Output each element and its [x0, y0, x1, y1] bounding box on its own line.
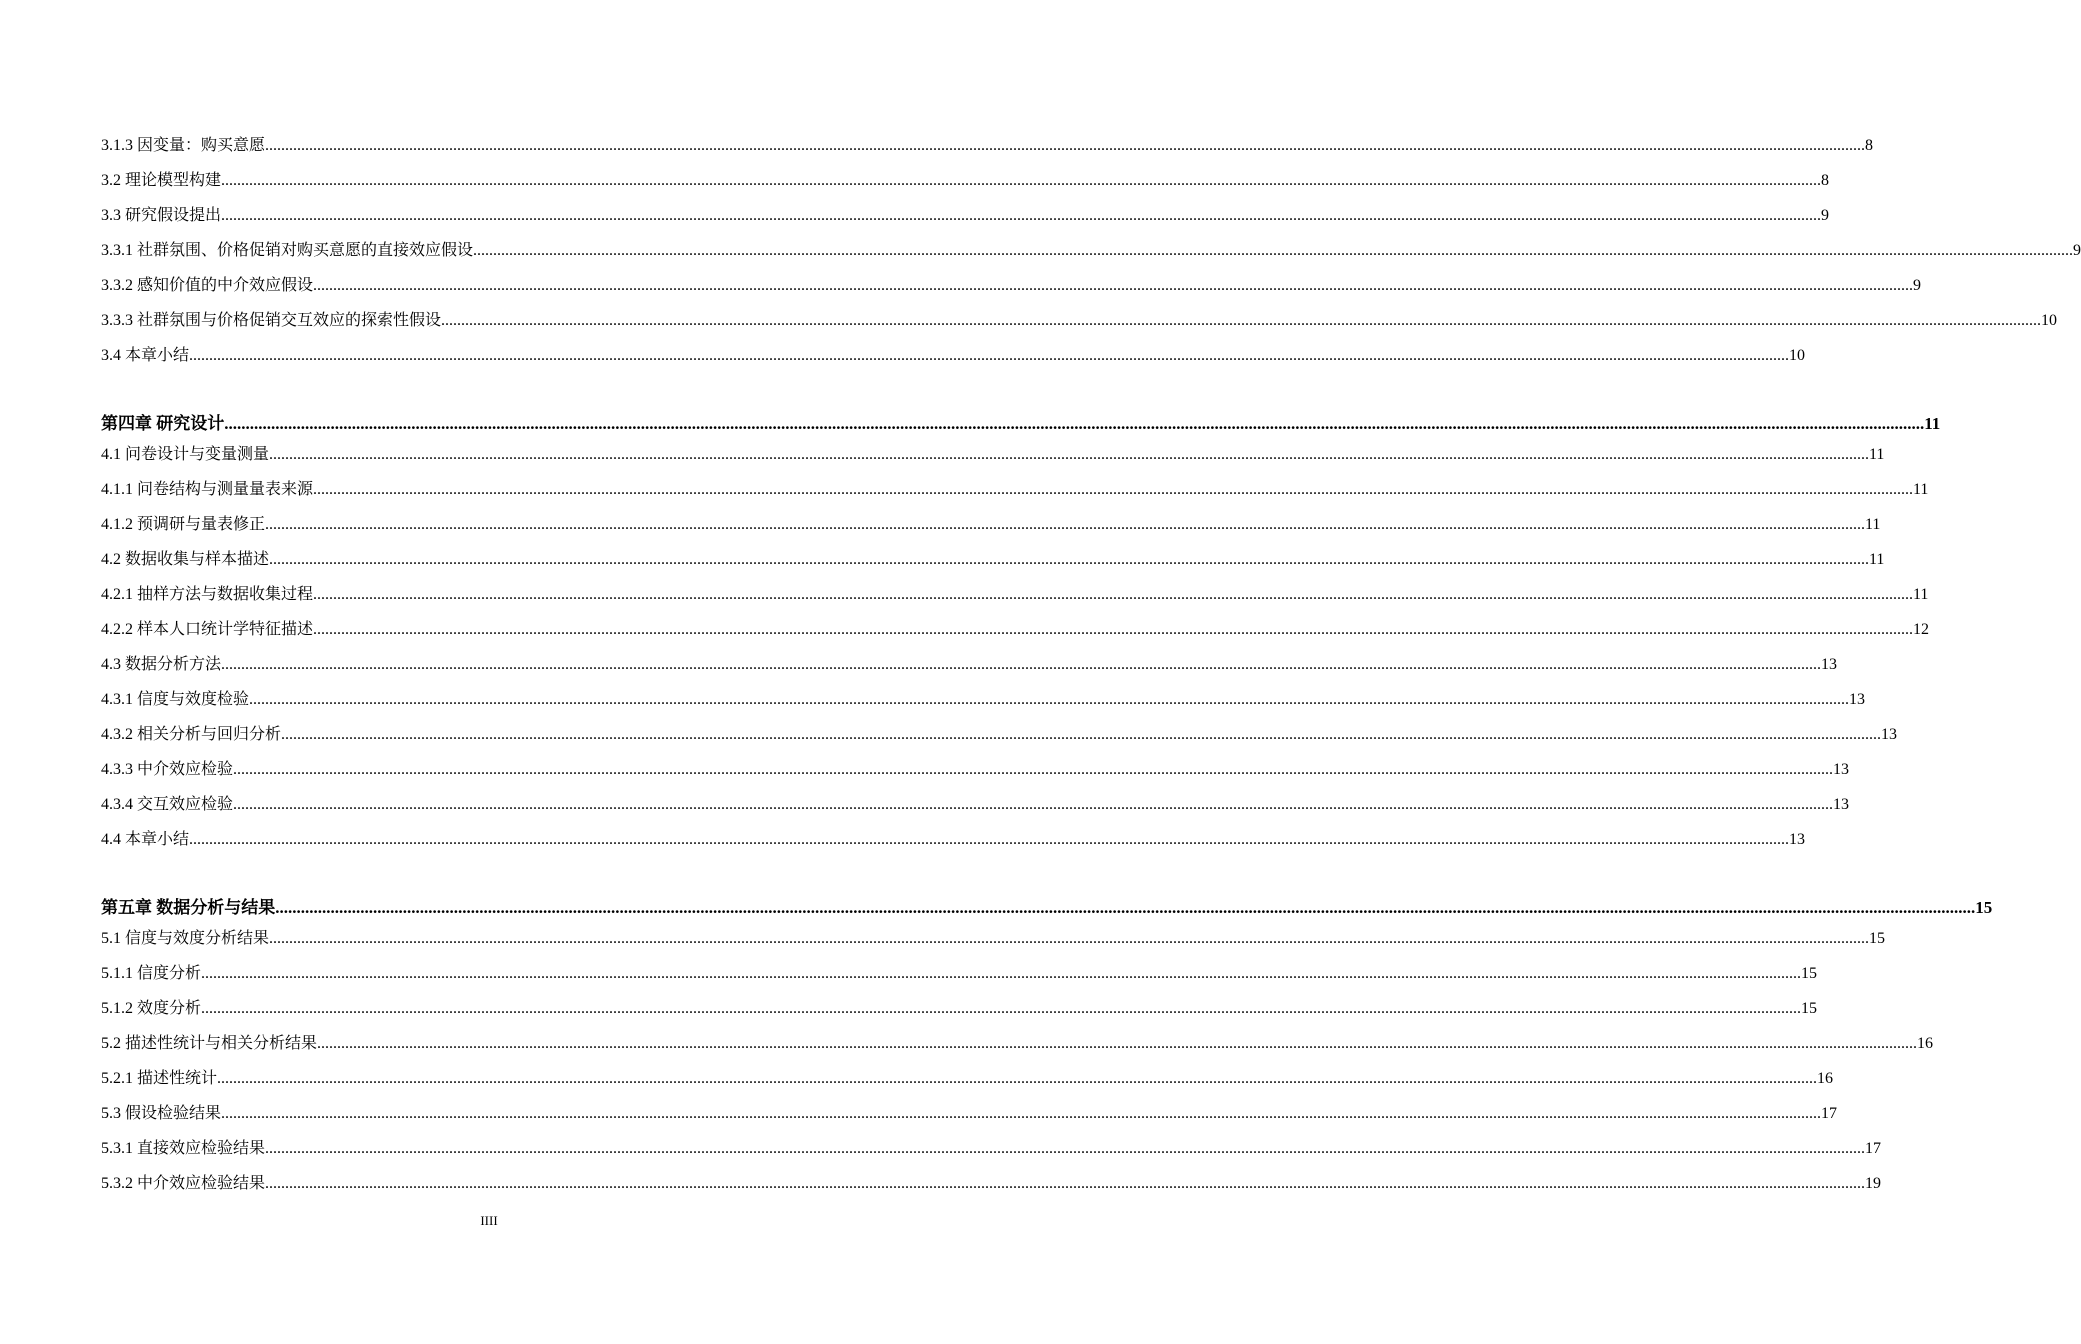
toc-dot-leader: ................................................................................................................................................................................................................................................................................................................................................................................................................	[265, 137, 1866, 154]
toc-entry-page: 13	[1821, 656, 1838, 673]
toc-entry-page: 15	[1801, 965, 1818, 982]
toc-dot-leader: ................................................................................................................................................................................................................................................................................................................................................................................................................	[313, 586, 1914, 603]
toc-entry[interactable]	[101, 991, 1818, 1026]
toc-dot-leader: ................................................................................................................................................................................................................................................................................................................................................................................................................	[265, 1140, 1866, 1157]
toc-dot-leader: ................................................................................................................................................................................................................................................................................................................................................................................................................	[441, 312, 2042, 329]
toc-dot-leader: ................................................................................................................................................................................................................................................................................................................................................................................................................	[221, 207, 1822, 224]
toc-dot-leader: ................................................................................................................................................................................................................................................................................................................................................................................................................	[275, 898, 1976, 917]
toc-entry-page: 13	[1881, 726, 1898, 743]
toc-entry-title: 4.3.1 信度与效度检验	[101, 691, 250, 708]
toc-entry[interactable]	[101, 1131, 1882, 1166]
toc-entry-page: 12	[1913, 621, 1930, 638]
toc-dot-leader: ................................................................................................................................................................................................................................................................................................................................................................................................................	[221, 172, 1822, 189]
table-of-contents	[101, 128, 2081, 1201]
toc-entry-title: 4.2 数据收集与样本描述	[101, 551, 270, 568]
toc-dot-leader: ................................................................................................................................................................................................................................................................................................................................................................................................................	[201, 965, 1802, 982]
toc-dot-leader: ................................................................................................................................................................................................................................................................................................................................................................................................................	[201, 1000, 1802, 1017]
toc-dot-leader: ................................................................................................................................................................................................................................................................................................................................................................................................................	[217, 1070, 1818, 1087]
toc-dot-leader: ................................................................................................................................................................................................................................................................................................................................................................................................................	[281, 726, 1882, 743]
toc-entry-title: 3.3.1 社群氛围、价格促销对购买意愿的直接效应假设	[101, 242, 474, 259]
toc-entry[interactable]	[101, 752, 1850, 787]
toc-entry-title: 3.3.3 社群氛围与价格促销交互效应的探索性假设	[101, 312, 442, 329]
toc-entry[interactable]	[101, 1026, 1934, 1061]
toc-entry-title: 第五章 数据分析与结果	[101, 898, 276, 917]
toc-dot-leader: ................................................................................................................................................................................................................................................................................................................................................................................................................	[473, 242, 2074, 259]
toc-entry-page: 15	[1975, 898, 1993, 917]
toc-entry-title: 5.1 信度与效度分析结果	[101, 930, 270, 947]
toc-entry[interactable]	[101, 233, 2081, 268]
toc-entry-title: 4.3.2 相关分析与回归分析	[101, 726, 282, 743]
toc-entry-title: 4.4 本章小结	[101, 831, 190, 848]
toc-entry[interactable]	[101, 717, 1898, 752]
toc-entry[interactable]	[101, 921, 1886, 956]
toc-entry-page: 13	[1789, 831, 1806, 848]
toc-dot-leader: ................................................................................................................................................................................................................................................................................................................................................................................................................	[265, 1175, 1866, 1192]
toc-entry[interactable]	[101, 472, 1929, 507]
toc-entry[interactable]	[101, 682, 1866, 717]
toc-entry-page: 9	[1821, 207, 1830, 224]
toc-entry-title: 4.2.1 抽样方法与数据收集过程	[101, 586, 314, 603]
toc-entry-page: 15	[1801, 1000, 1818, 1017]
toc-entry-title: 5.1.1 信度分析	[101, 965, 202, 982]
toc-entry[interactable]	[101, 507, 1881, 542]
toc-entry-page: 10	[1789, 347, 1806, 364]
toc-entry-title: 4.3.4 交互效应检验	[101, 796, 234, 813]
toc-entry[interactable]	[101, 1061, 1834, 1096]
toc-entry[interactable]	[101, 612, 1930, 647]
toc-dot-leader: ................................................................................................................................................................................................................................................................................................................................................................................................................	[189, 831, 1790, 848]
toc-entry-title: 5.2 描述性统计与相关分析结果	[101, 1035, 318, 1052]
toc-entry-page: 9	[2073, 242, 2081, 259]
toc-entry-page: 13	[1833, 761, 1850, 778]
toc-entry-page: 17	[1865, 1140, 1882, 1157]
toc-dot-leader: ................................................................................................................................................................................................................................................................................................................................................................................................................	[189, 347, 1790, 364]
toc-dot-leader: ................................................................................................................................................................................................................................................................................................................................................................................................................	[221, 1105, 1822, 1122]
toc-entry-page: 9	[1913, 277, 1922, 294]
toc-entry[interactable]	[101, 542, 1885, 577]
toc-entry-title: 5.1.2 效度分析	[101, 1000, 202, 1017]
toc-entry-title: 4.2.2 样本人口统计学特征描述	[101, 621, 314, 638]
toc-entry[interactable]	[101, 1096, 1838, 1131]
page-number: IIII	[480, 1213, 498, 1228]
toc-entry-title: 3.1.3 因变量：购买意愿	[101, 137, 266, 154]
toc-entry-title: 4.1.1 问卷结构与测量量表来源	[101, 481, 314, 498]
toc-entry-page: 17	[1821, 1105, 1838, 1122]
toc-chapter-entry[interactable]	[101, 895, 1993, 921]
toc-entry-title: 5.3.1 直接效应检验结果	[101, 1140, 266, 1157]
toc-dot-leader: ................................................................................................................................................................................................................................................................................................................................................................................................................	[224, 414, 1925, 433]
toc-entry-page: 8	[1865, 137, 1874, 154]
toc-entry[interactable]	[101, 647, 1838, 682]
toc-dot-leader: ................................................................................................................................................................................................................................................................................................................................................................................................................	[221, 656, 1822, 673]
toc-entry-page: 16	[1817, 1070, 1834, 1087]
toc-dot-leader: ................................................................................................................................................................................................................................................................................................................................................................................................................	[269, 551, 1870, 568]
toc-entry[interactable]	[101, 128, 1874, 163]
toc-entry[interactable]	[101, 338, 1806, 373]
toc-entry-page: 15	[1869, 930, 1886, 947]
toc-dot-leader: ................................................................................................................................................................................................................................................................................................................................................................................................................	[233, 761, 1834, 778]
toc-dot-leader: ................................................................................................................................................................................................................................................................................................................................................................................................................	[265, 516, 1866, 533]
toc-entry-page: 11	[1869, 446, 1885, 463]
toc-entry-page: 11	[1913, 481, 1929, 498]
toc-entry-title: 4.1.2 预调研与量表修正	[101, 516, 266, 533]
toc-dot-leader: ................................................................................................................................................................................................................................................................................................................................................................................................................	[269, 446, 1870, 463]
toc-dot-leader: ................................................................................................................................................................................................................................................................................................................................................................................................................	[233, 796, 1834, 813]
toc-entry[interactable]	[101, 437, 1885, 472]
toc-entry-page: 11	[1913, 586, 1929, 603]
toc-chapter-entry[interactable]	[101, 411, 1941, 437]
toc-entry-page: 13	[1849, 691, 1866, 708]
toc-entry-title: 第四章 研究设计	[101, 414, 225, 433]
toc-entry[interactable]	[101, 268, 1922, 303]
toc-entry[interactable]	[101, 163, 1830, 198]
toc-dot-leader: ................................................................................................................................................................................................................................................................................................................................................................................................................	[313, 481, 1914, 498]
toc-entry[interactable]	[101, 787, 1850, 822]
toc-entry-title: 4.1 问卷设计与变量测量	[101, 446, 270, 463]
toc-entry-title: 5.2.1 描述性统计	[101, 1070, 218, 1087]
toc-entry-title: 4.3.3 中介效应检验	[101, 761, 234, 778]
toc-dot-leader: ................................................................................................................................................................................................................................................................................................................................................................................................................	[249, 691, 1850, 708]
toc-entry-title: 3.3 研究假设提出	[101, 207, 222, 224]
toc-dot-leader: ................................................................................................................................................................................................................................................................................................................................................................................................................	[313, 277, 1914, 294]
toc-entry-page: 11	[1865, 516, 1881, 533]
toc-entry[interactable]	[101, 577, 1929, 612]
toc-entry-title: 3.3.2 感知价值的中介效应假设	[101, 277, 314, 294]
toc-dot-leader: ................................................................................................................................................................................................................................................................................................................................................................................................................	[317, 1035, 1918, 1052]
toc-entry-page: 10	[2041, 312, 2058, 329]
toc-entry-title: 4.3 数据分析方法	[101, 656, 222, 673]
toc-entry-title: 3.2 理论模型构建	[101, 172, 222, 189]
toc-dot-leader: ................................................................................................................................................................................................................................................................................................................................................................................................................	[269, 930, 1870, 947]
toc-entry-page: 13	[1833, 796, 1850, 813]
toc-entry[interactable]	[101, 1166, 1882, 1201]
toc-entry-page: 11	[1924, 414, 1941, 433]
toc-entry[interactable]	[101, 822, 1806, 857]
toc-entry[interactable]	[101, 956, 1818, 991]
toc-entry-page: 19	[1865, 1175, 1882, 1192]
toc-entry-title: 3.4 本章小结	[101, 347, 190, 364]
toc-entry-page: 16	[1917, 1035, 1934, 1052]
toc-entry-title: 5.3 假设检验结果	[101, 1105, 222, 1122]
toc-entry-title: 5.3.2 中介效应检验结果	[101, 1175, 266, 1192]
toc-entry-page: 11	[1869, 551, 1885, 568]
toc-entry[interactable]	[101, 303, 2058, 338]
toc-dot-leader: ................................................................................................................................................................................................................................................................................................................................................................................................................	[313, 621, 1914, 638]
toc-entry[interactable]	[101, 198, 1830, 233]
toc-entry-page: 8	[1821, 172, 1830, 189]
